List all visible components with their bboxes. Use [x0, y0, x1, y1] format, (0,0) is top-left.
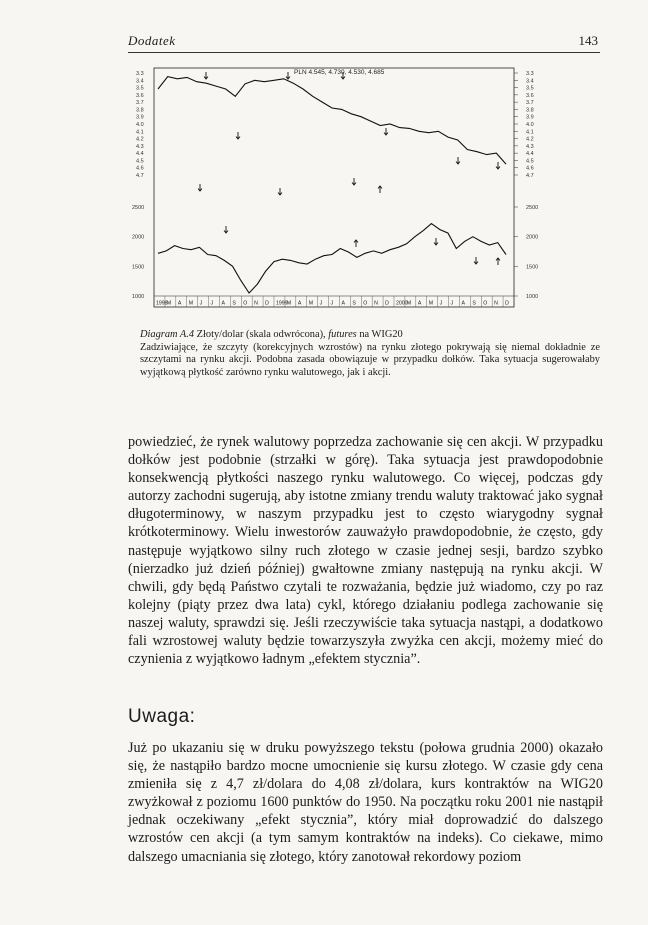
x-tick-label: 1998 [156, 300, 168, 307]
upper-right-tick-label: 3.6 [526, 92, 534, 99]
diagram-chart [128, 62, 548, 320]
x-tick-label: 1999 [276, 300, 288, 307]
x-tick-label: M [406, 300, 412, 307]
upper-y-ticks [136, 71, 534, 179]
upper-arrow-down [384, 128, 388, 135]
lower-arrow-up [354, 240, 358, 247]
lower-arrow-down [434, 238, 438, 245]
x-tick-label: S [352, 300, 356, 307]
upper-left-tick-label: 3.5 [136, 85, 144, 92]
x-tick-label: A [461, 300, 465, 307]
x-tick-label: J [199, 300, 203, 307]
body-paragraph-2 [128, 739, 603, 866]
lower-arrow-down [474, 257, 478, 264]
plot-border [154, 68, 514, 307]
upper-right-tick-label: 4.2 [526, 136, 534, 143]
x-tick-label: J [210, 300, 214, 307]
upper-left-tick-label: 4.2 [136, 136, 144, 143]
paragraph-1: powiedzieć, że rynek walutowy poprzedza zachowanie się cen akcji. W przypadku dołków jest podobnie (strzałki w górę). Taka sytuacja jest prawdopodobnie konsekwencją płytkości naszego rynku walutowego. Co więcej, podczas gdy autorzy zachodni sugerują, aby istotne zmiany trendu waluty traktować jako sygnał długoterminowy, w naszym przypadku jest to często wiarygodny sygnał krótkoterminowy. Wielu inwestorów zauważyło prawdopodobnie, że często, gdy następuje wyjątkowo silny ruch złotego w czasie jednej sesji, bardzo szybko (nierzadko już dzień później) gwałtowne zmiany następują na rynku akcji. W chwili, gdy będą Państwo czytali te rozważania, będzie już wiadomo, czy po raz kolejny (piąty przez dwa lata) cykl, którego działaniu podlega zachowanie się naszej waluty, sprawdzi się. Jeśli rzeczywiście taka sytuacja nastąpi, a dodatkowo fali wzrostowej waluty będzie towarzyszyła zwyżka cen akcji, możemy mieć do czynienia z wyjątkowo ładnym „efektem stycznia”. [128, 434, 603, 668]
x-tick-label: S [232, 300, 236, 307]
running-head-title: Dodatek [128, 33, 176, 48]
x-tick-label: M [428, 300, 434, 307]
upper-right-tick-label: 4.3 [526, 143, 534, 150]
x-axis-labels [154, 296, 509, 307]
upper-left-tick-label: 4.7 [136, 173, 144, 179]
x-tick-label: M [188, 300, 194, 307]
upper-left-tick-label: 4.5 [136, 158, 144, 165]
upper-left-tick-label: 3.7 [136, 100, 144, 107]
section-heading: Uwaga: [128, 706, 196, 727]
lower-right-tick-label: 2500 [526, 205, 539, 211]
x-tick-label: M [286, 300, 292, 307]
upper-left-tick-label: 3.3 [136, 71, 144, 77]
upper-arrow-down [496, 162, 500, 169]
header-rule [128, 52, 600, 53]
upper-left-tick-label: 4.4 [136, 151, 144, 158]
x-tick-label: A [341, 300, 345, 307]
chart-svg [128, 62, 548, 320]
x-tick-label: M [308, 300, 314, 307]
upper-right-tick-label: 3.7 [526, 100, 534, 107]
x-tick-label: M [166, 300, 172, 307]
lower-left-tick-label: 1000 [132, 294, 145, 300]
upper-arrow-down [204, 72, 208, 79]
upper-left-tick-label: 3.6 [136, 92, 144, 99]
upper-right-tick-label: 4.7 [526, 173, 534, 179]
upper-left-tick-label: 4.3 [136, 143, 144, 150]
lower-arrow-down [224, 226, 228, 233]
upper-right-tick-label: 3.8 [526, 107, 534, 114]
caption-title-end: na WIG20 [356, 329, 403, 340]
lower-arrow-down [278, 188, 282, 195]
wig20-futures-line [158, 224, 506, 293]
chart-arrows [198, 72, 500, 265]
upper-right-tick-label: 4.6 [526, 165, 534, 172]
lower-left-tick-label: 2500 [132, 205, 145, 211]
lower-right-tick-label: 1000 [526, 294, 539, 300]
upper-left-tick-label: 4.1 [136, 129, 144, 136]
lower-right-tick-label: 1500 [526, 264, 539, 271]
upper-right-tick-label: 3.4 [526, 78, 534, 85]
upper-right-tick-label: 3.5 [526, 85, 534, 92]
upper-arrow-down [236, 132, 240, 139]
lower-right-tick-label: 2000 [526, 234, 539, 241]
upper-right-tick-label: 3.9 [526, 114, 534, 121]
upper-arrow-down [456, 157, 460, 164]
upper-left-tick-label: 4.0 [136, 122, 144, 128]
caption-title: Złoty/dolar (skala odwrócona), [194, 329, 329, 340]
x-tick-label: J [330, 300, 334, 307]
lower-left-tick-label: 2000 [132, 234, 145, 241]
upper-right-tick-label: 4.1 [526, 129, 534, 136]
x-tick-label: A [221, 300, 225, 307]
caption-futures: futures [328, 329, 357, 340]
paragraph-2: Już po ukazaniu się w druku powyższego tekstu (połowa grudnia 2000) okazało się, że nastąpiło bardzo mocne umocnienie się kursu złotego. W czasie gdy cena zmieniła się z 4,7 zł/dolara do 4,08 zł/dolara, kurs kontraktów na WIG20 zwyżkował z poziomu 1600 punktów do 1950. Na początku roku 2001 nie nastąpił jednak oczekiwany „efekt stycznia”, który miał doprowadzić do dalszego wzrostów cen akcji (a tym samym kontraktów na indeks). Co ciekawe, mimo dalszego umacniania się złotego, który zanotował rekordowy poziom [128, 740, 603, 865]
upper-left-tick-label: 4.6 [136, 165, 144, 172]
x-tick-label: O [363, 300, 368, 307]
upper-right-tick-label: 4.5 [526, 158, 534, 165]
x-tick-label: A [297, 300, 302, 307]
x-tick-label: D [385, 300, 389, 307]
x-tick-label: A [417, 300, 422, 307]
chart-annotation: PLN 4.545, 4.730, 4.530, 4.685 [294, 69, 385, 76]
x-tick-label: O [483, 300, 488, 307]
upper-arrow-up [378, 186, 382, 193]
caption-body: Zadziwiające, że szczyty (korekcyjnych wzrostów) na rynku złotego pokrywają się niemal dokładnie ze szczytami na rynku akcji. Podobna zasada obowiązuje w przypadku dołków. Taka sytuacja sugerowałaby wyjątkową płytkość zarówno rynku walutowego, jak i akcji. [140, 341, 600, 378]
x-tick-label: N [254, 300, 258, 307]
upper-left-tick-label: 3.4 [136, 78, 144, 85]
x-tick-label: J [319, 300, 323, 307]
x-tick-label: D [505, 300, 509, 307]
lower-arrow-down [352, 178, 356, 185]
lower-left-tick-label: 1500 [132, 264, 145, 271]
x-tick-label: N [494, 300, 498, 307]
x-tick-label: J [450, 300, 454, 307]
x-tick-label: 2000 [396, 300, 408, 307]
upper-left-tick-label: 3.9 [136, 114, 144, 121]
x-tick-label: S [472, 300, 476, 307]
lower-arrow-up [496, 258, 500, 265]
chart-frame [154, 68, 514, 307]
lower-arrow-down [198, 184, 202, 191]
running-head [128, 33, 598, 49]
caption-label: Diagram A.4 [140, 329, 195, 340]
upper-right-tick-label: 4.4 [526, 151, 534, 158]
upper-arrow-down [286, 72, 290, 79]
x-tick-label: A [177, 300, 182, 307]
zloty-dollar-line [158, 77, 506, 165]
x-tick-label: J [439, 300, 443, 307]
x-tick-label: D [265, 300, 269, 307]
body-paragraph-1 [128, 433, 603, 668]
chart-series [158, 77, 506, 293]
upper-right-tick-label: 4.0 [526, 122, 534, 128]
x-tick-label: O [243, 300, 248, 307]
figure-caption [140, 329, 600, 379]
upper-right-tick-label: 3.3 [526, 71, 534, 77]
x-tick-label: N [374, 300, 378, 307]
upper-left-tick-label: 3.8 [136, 107, 144, 114]
page-number: 143 [578, 33, 598, 48]
